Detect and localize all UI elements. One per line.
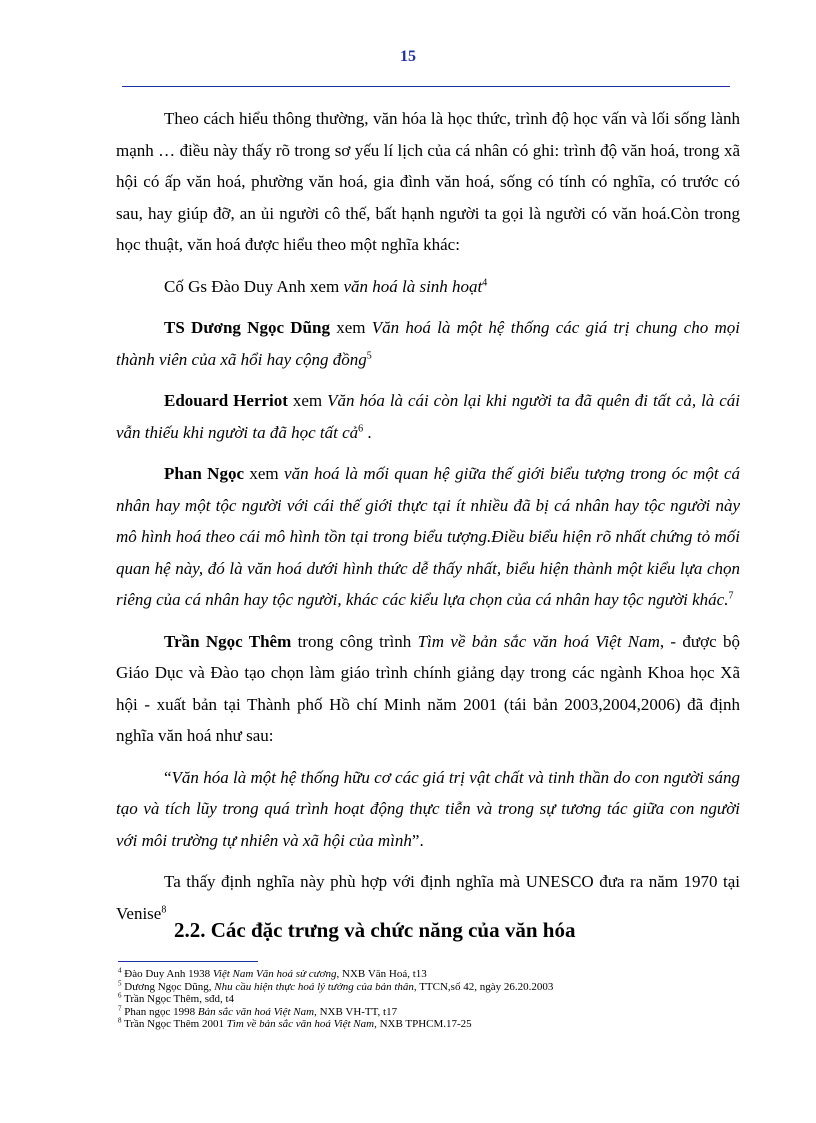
footnote-number: 6 bbox=[118, 991, 122, 1000]
quote: Văn hoá là một hệ thống các giá trị chung cho mọi thành viên của xã hổi hay cộng đồng bbox=[116, 318, 740, 369]
author-name: TS Dương Ngọc Dũng bbox=[164, 318, 330, 337]
quote: văn hoá là mối quan hệ giữa thế giới biểu tượng trong óc một cá nhân hay một tộc người với cái thế giới thực tại ít nhiều đã bị cá nhân hay tộc người này mô hình hoá theo cái mô hình tồn tại trong biểu tượng.Điều biểu hiện rõ nhất chứng tỏ mối quan hệ này, đó là văn hoá dưới hình thức dễ thấy nhất, biểu hiện thành một kiểu lựa chọn riêng của cá nhân hay tộc người, khác các kiểu lựa chọn của cá nhân hay tộc người khác. bbox=[116, 464, 741, 609]
quote: văn hoá là sinh hoạt bbox=[343, 276, 483, 296]
footnote: $^7$ Phan ngọc 1998 Bản sắc văn hoá Việt Nam, NXB VH-TT, t17 bbox=[118, 1004, 398, 1018]
paragraph-definition-quote: “Văn hóa là một hệ thống hữu cơ các giá trị vật chất và tinh thần do con người sáng tạo và tích lũy trong quá trình hoạt động thực tiễn và trong sự tương tác giữa con người với môi trường tự nhiên và xã hội của mình”. bbox=[116, 767, 740, 850]
paragraph-duong-ngoc-dung: TS Dương Ngọc Dũng xem Văn hoá là một hệ thống các giá trị chung cho mọi thành viên của xã hổi hay cộng đồng$^5$ bbox=[116, 318, 740, 369]
author-name: Edouard Herriot bbox=[164, 391, 288, 410]
footnote: $^5$ Dương Ngọc Dũng, Nhu cầu hiện thực hoá lý tưởng của bản thân, TTCN,số 42, ngày 26.20.2003 bbox=[118, 978, 554, 993]
footnote-number: 5 bbox=[118, 978, 122, 987]
footnote-ref: 7 bbox=[728, 590, 734, 602]
footnote-ref: 4 bbox=[482, 276, 488, 288]
footnote-ref: 6 bbox=[358, 422, 364, 434]
paragraph-tran-ngoc-them: Trần Ngọc Thêm trong công trình Tìm về bản sắc văn hoá Việt Nam, - được bộ Giáo Dục và Đào tạo chọn làm giáo trình chính giảng dạy trong các ngành Khoa học Xã hội - xuất bản tại Thành phố Hồ chí Minh năm 2001 (tái bản 2003,2004,2006) đã định nghĩa văn hoá như sau: bbox=[116, 631, 740, 745]
footnote-ref: 5 bbox=[366, 349, 372, 361]
body-text bbox=[116, 103, 740, 939]
author-name: Phan Ngọc bbox=[164, 464, 244, 483]
footnote-rule bbox=[118, 961, 258, 962]
footnote-number: 8 bbox=[118, 1016, 122, 1025]
header-rule bbox=[122, 86, 730, 87]
footnotes bbox=[118, 968, 738, 1031]
footnote: $^8$ Trần Ngọc Thêm 2001 Tìm về bản sắc văn hoá Việt Nam, NXB TPHCM.17-25 bbox=[118, 1016, 472, 1031]
author-name: Trần Ngọc Thêm bbox=[164, 631, 292, 651]
quote: Văn hóa là một hệ thống hữu cơ các giá trị vật chất và tinh thần do con người sáng tạo và tích lũy trong quá trình hoạt động thực tiễn và trong sự tương tác giữa con người với môi trường tự nhiên và xã hội của mình bbox=[116, 767, 740, 850]
paragraph-dao-duy-anh: Cố Gs Đào Duy Anh xem văn hoá là sinh hoạt$^4$ bbox=[164, 276, 488, 296]
footnote: $^4$ Đào Duy Anh 1938 Việt Nam Văn hoá sử cương, NXB Văn Hoá, t13 bbox=[118, 966, 427, 980]
paragraph-phan-ngoc: Phan Ngọc xem văn hoá là mối quan hệ giữa thế giới biểu tượng trong óc một cá nhân hay một tộc người với cái thế giới thực tại ít nhiều đã bị cá nhân hay tộc người này mô hình hoá theo cái mô hình tồn tại trong biểu tượng.Điều biểu hiện rõ nhất chứng tỏ mối quan hệ này, đó là văn hoá dưới hình thức dễ thấy nhất, biểu hiện thành một kiểu lựa chọn riêng của cá nhân hay tộc người, khác các kiểu lựa chọn của cá nhân hay tộc người khác.$^7$ bbox=[116, 464, 741, 609]
page-number: 15 bbox=[400, 48, 416, 65]
footnote-number: 4 bbox=[118, 966, 122, 975]
footnote-ref: 8 bbox=[161, 903, 167, 915]
paragraph-intro: Theo cách hiểu thông thường, văn hóa là học thức, trình độ học vấn và lối sống lành mạnh … điều này thấy rõ trong sơ yếu lí lịch của cá nhân có ghi: trình độ văn hoá, trong xã hội có ấp văn hoá, phường văn hoá, gia đình văn hoá, sống có tính có nghĩa, có trước có sau, hay giúp đỡ, an ủi người cô thế, bất hạnh người ta gọi là người có văn hoá.Còn trong học thuật, văn hoá được hiểu theo một nghĩa khác: bbox=[116, 109, 740, 254]
book-title: Tìm về bản sắc văn hoá Việt Nam bbox=[417, 631, 660, 651]
quote: Văn hóa là cái còn lại khi người ta đã quên đi tất cả, là cái vẫn thiếu khi người ta đã học tất cả bbox=[116, 391, 740, 442]
paragraph-edouard-herriot: Edouard Herriot xem Văn hóa là cái còn lại khi người ta đã quên đi tất cả, là cái vẫn thiếu khi người ta đã học tất cả$^6$ . bbox=[116, 391, 740, 442]
section-heading: 2.2. Các đặc trưng và chức năng của văn hóa bbox=[174, 918, 576, 942]
footnote-number: 7 bbox=[118, 1004, 122, 1013]
footnote: $^6$ Trần Ngọc Thêm, sđd, t4 bbox=[118, 991, 235, 1006]
paragraph-unesco: Ta thấy định nghĩa này phù hợp với định nghĩa mà UNESCO đưa ra năm 1970 tại Venise$^8$ bbox=[116, 872, 740, 923]
